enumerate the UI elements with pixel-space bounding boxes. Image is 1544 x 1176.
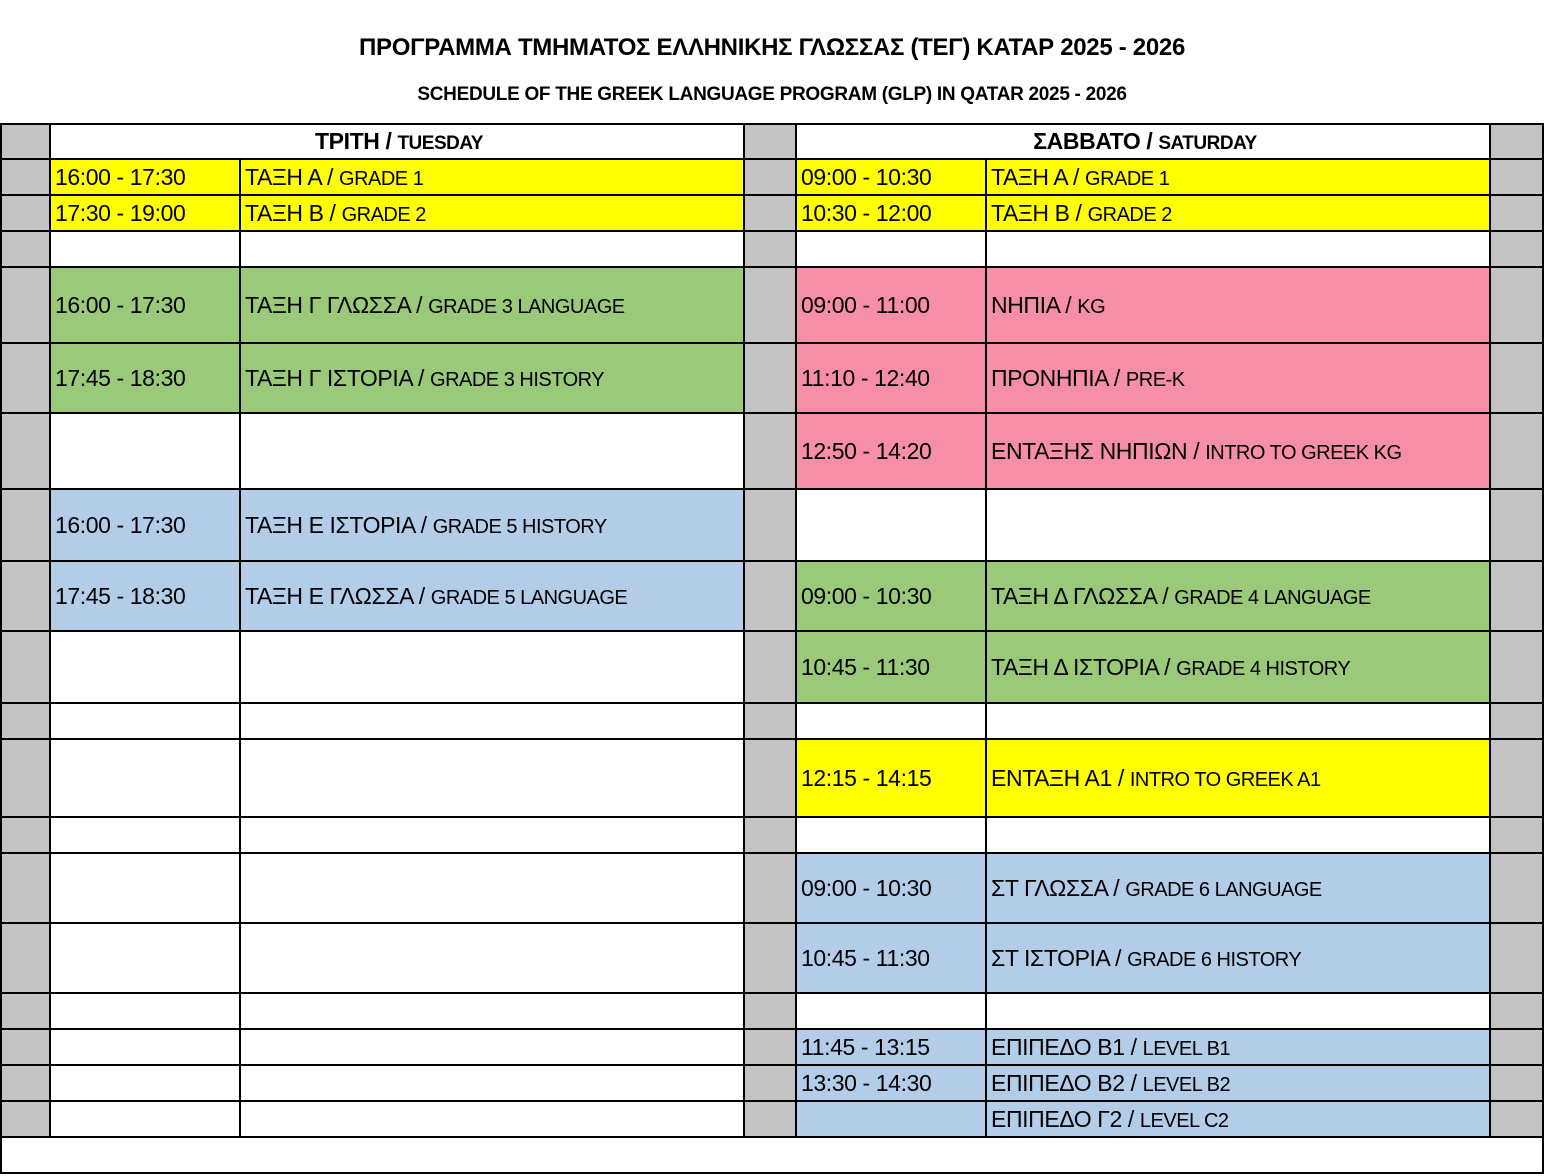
saturday-class-en: GRADE 6 LANGUAGE [1125,878,1322,901]
saturday-class-cell [986,631,1490,703]
saturday-time-cell [796,817,986,853]
tuesday-class-cell [240,413,744,489]
tuesday-time-cell [50,489,240,561]
saturday-time-cell [796,1065,986,1101]
tuesday-time-cell [50,631,240,703]
saturday-class-cell [986,413,1490,489]
saturday-class-cell [986,267,1490,343]
saturday-header-gr: ΣΑΒΒΑΤΟ / [1033,128,1153,154]
tuesday-class-cell [240,1029,744,1065]
saturday-time: 10:45 - 11:30 [801,653,930,680]
gray-spacer-cell [744,413,796,489]
saturday-header-en: SATURDAY [1158,133,1257,154]
gray-spacer-cell [1490,561,1543,631]
tuesday-time-cell [50,817,240,853]
page-subtitle: SCHEDULE OF THE GREEK LANGUAGE PROGRAM (GLP) IN QATAR 2025 - 2026 [417,84,1127,105]
gray-spacer-cell [1,489,50,561]
tuesday-class-cell [240,993,744,1029]
gray-spacer-cell [1,231,50,267]
gray-spacer-cell [744,1065,796,1101]
gray-spacer-cell [1,703,50,739]
saturday-time: 11:45 - 13:15 [801,1033,930,1060]
tuesday-class-cell [240,853,744,923]
tuesday-time: 17:30 - 19:00 [55,199,186,226]
saturday-class-en: GRADE 4 LANGUAGE [1174,586,1371,609]
saturday-class-gr: ΕΠΙΠΕΔΟ Γ2 / [991,1105,1134,1132]
tuesday-time-cell [50,561,240,631]
page-title: ΠΡΟΓΡΑΜΜΑ ΤΜΗΜΑΤΟΣ ΕΛΛΗΝΙΚΗΣ ΓΛΩΣΣΑΣ (ΤΕΓ) ΚΑΤΑΡ 2025 - 2026 [358,34,1186,61]
saturday-class-en: INTRO TO GREEK A1 [1129,768,1321,791]
saturday-class-en: INTRO TO GREEK KG [1205,441,1402,464]
saturday-time-cell [796,853,986,923]
saturday-time: 09:00 - 11:00 [801,291,930,318]
gray-spacer-cell [1,159,50,195]
saturday-time-cell [796,413,986,489]
tuesday-time-cell [50,343,240,413]
schedule-row [1,923,1543,993]
tuesday-time-cell [50,703,240,739]
saturday-class-cell [986,1065,1490,1101]
saturday-class-en: LEVEL B2 [1142,1073,1231,1096]
saturday-time-cell [796,561,986,631]
gray-spacer-cell [744,739,796,817]
saturday-class-cell [986,1029,1490,1065]
saturday-time-cell [796,1101,986,1137]
saturday-class-gr: ΣΤ ΙΣΤΟΡΙΑ / [991,944,1122,971]
gray-spacer-cell [744,817,796,853]
tuesday-class-en: GRADE 5 LANGUAGE [430,586,628,609]
tuesday-time-cell [50,413,240,489]
gray-spacer-cell [744,489,796,561]
schedule-row [1,159,1543,195]
saturday-class-cell [986,817,1490,853]
gray-spacer-cell [744,993,796,1029]
saturday-class-gr: ΠΡΟΝΗΠΙΑ / [991,364,1120,391]
footer-cell [1,1137,1543,1173]
gray-spacer-cell [744,124,796,159]
schedule-row [1,853,1543,923]
saturday-time: 12:15 - 14:15 [801,764,932,791]
saturday-time-cell [796,703,986,739]
gray-spacer-cell [744,195,796,231]
gray-spacer-cell [1,343,50,413]
saturday-class-en: GRADE 2 [1087,203,1172,226]
tuesday-class-cell [240,489,744,561]
tuesday-time-cell [50,1029,240,1065]
saturday-time-cell [796,195,986,231]
tuesday-time: 16:00 - 17:30 [55,291,186,318]
gray-spacer-cell [1,1029,50,1065]
saturday-class-gr: ΤΑΞΗ Α / [991,163,1080,190]
gray-spacer-cell [1490,817,1543,853]
schedule-row [1,817,1543,853]
tuesday-time: 16:00 - 17:30 [55,511,186,538]
saturday-class-cell [986,231,1490,267]
saturday-class-gr: ΤΑΞΗ Δ ΓΛΩΣΣΑ / [991,582,1169,609]
saturday-class-cell [986,739,1490,817]
tuesday-class-cell [240,1065,744,1101]
tuesday-class-cell [240,703,744,739]
tuesday-time-cell [50,923,240,993]
gray-spacer-cell [1490,923,1543,993]
saturday-class-cell [986,1101,1490,1137]
saturday-time-cell [796,343,986,413]
gray-spacer-cell [744,631,796,703]
schedule-row [1,993,1543,1029]
tuesday-class-en: GRADE 2 [341,203,426,226]
gray-spacer-cell [1,1101,50,1137]
schedule-row [1,231,1543,267]
gray-spacer-cell [1,195,50,231]
gray-spacer-cell [1,631,50,703]
tuesday-class-gr: ΤΑΞΗ Γ ΓΛΩΣΣΑ / [245,291,423,318]
saturday-class-gr: ΕΠΙΠΕΔΟ Β2 / [991,1069,1137,1096]
header-row [1,124,1543,159]
gray-spacer-cell [744,853,796,923]
tuesday-class-en: GRADE 3 LANGUAGE [428,295,625,318]
gray-spacer-cell [744,1101,796,1137]
saturday-class-cell [986,993,1490,1029]
saturday-time: 09:00 - 10:30 [801,163,932,190]
saturday-class-cell [986,159,1490,195]
tuesday-time-cell [50,993,240,1029]
tuesday-class-gr: ΤΑΞΗ Α / [245,163,334,190]
gray-spacer-cell [1490,739,1543,817]
tuesday-class-cell [240,817,744,853]
schedule-row [1,561,1543,631]
gray-spacer-cell [1490,489,1543,561]
saturday-time: 10:45 - 11:30 [801,944,930,971]
saturday-time: 12:50 - 14:20 [801,437,932,464]
schedule-row [1,1065,1543,1101]
footer-row [1,1137,1543,1173]
gray-spacer-cell [1,413,50,489]
tuesday-class-cell [240,267,744,343]
gray-spacer-cell [1490,1029,1543,1065]
saturday-class-cell [986,853,1490,923]
gray-spacer-cell [1490,159,1543,195]
tuesday-class-gr: ΤΑΞΗ Β / [245,199,336,226]
saturday-time-cell [796,489,986,561]
saturday-class-gr: ΕΝΤΑΞΗ Α1 / [991,764,1124,791]
gray-spacer-cell [1490,413,1543,489]
gray-spacer-cell [1,739,50,817]
gray-spacer-cell [1,853,50,923]
saturday-class-gr: ΕΝΤΑΞΗΣ ΝΗΠΙΩΝ / [991,437,1200,464]
gray-spacer-cell [1,267,50,343]
gray-spacer-cell [744,343,796,413]
gray-spacer-cell [1490,124,1543,159]
schedule-row [1,267,1543,343]
saturday-time: 11:10 - 12:40 [801,364,930,391]
gray-spacer-cell [744,267,796,343]
saturday-class-gr: ΝΗΠΙΑ / [991,291,1072,318]
gray-spacer-cell [744,1029,796,1065]
gray-spacer-cell [744,923,796,993]
tuesday-time: 17:45 - 18:30 [55,582,186,609]
tuesday-class-gr: ΤΑΞΗ Ε ΓΛΩΣΣΑ / [245,582,425,609]
saturday-time-cell [796,993,986,1029]
tuesday-class-cell [240,159,744,195]
schedule-row [1,413,1543,489]
tuesday-class-gr: ΤΑΞΗ Γ ΙΣΤΟΡΙΑ / [245,364,425,391]
tuesday-time-cell [50,231,240,267]
saturday-time-cell [796,159,986,195]
tuesday-class-cell [240,739,744,817]
gray-spacer-cell [744,561,796,631]
saturday-class-cell [986,703,1490,739]
gray-spacer-cell [1490,1101,1543,1137]
saturday-time: 09:00 - 10:30 [801,582,932,609]
saturday-class-en: GRADE 6 HISTORY [1127,948,1302,971]
gray-spacer-cell [1490,267,1543,343]
saturday-class-en: LEVEL B1 [1142,1037,1231,1060]
tuesday-class-en: GRADE 1 [339,167,424,190]
gray-spacer-cell [1490,343,1543,413]
tuesday-header-en: TUESDAY [397,133,483,154]
gray-spacer-cell [1490,631,1543,703]
saturday-class-gr: ΤΑΞΗ Β / [991,199,1082,226]
schedule-row [1,343,1543,413]
saturday-time-cell [796,267,986,343]
saturday-time: 09:00 - 10:30 [801,874,932,901]
saturday-class-cell [986,923,1490,993]
tuesday-time-cell [50,1101,240,1137]
tuesday-class-cell [240,1101,744,1137]
saturday-class-en: KG [1077,295,1106,318]
saturday-class-cell [986,489,1490,561]
tuesday-time-cell [50,195,240,231]
tuesday-time: 17:45 - 18:30 [55,364,186,391]
tuesday-class-cell [240,343,744,413]
tuesday-class-cell [240,561,744,631]
schedule-row [1,1029,1543,1065]
gray-spacer-cell [1,124,50,159]
gray-spacer-cell [744,159,796,195]
gray-spacer-cell [1490,231,1543,267]
gray-spacer-cell [1,923,50,993]
saturday-time-cell [796,231,986,267]
gray-spacer-cell [1,993,50,1029]
gray-spacer-cell [1490,1065,1543,1101]
saturday-class-en: LEVEL C2 [1139,1109,1229,1132]
tuesday-time-cell [50,159,240,195]
gray-spacer-cell [1490,703,1543,739]
tuesday-time: 16:00 - 17:30 [55,163,186,190]
saturday-class-en: GRADE 1 [1085,167,1170,190]
schedule-row [1,195,1543,231]
tuesday-class-cell [240,231,744,267]
tuesday-time-cell [50,1065,240,1101]
saturday-header [796,124,1490,159]
gray-spacer-cell [744,231,796,267]
tuesday-header [50,124,744,159]
saturday-time: 13:30 - 14:30 [801,1069,932,1096]
saturday-class-gr: ΕΠΙΠΕΔΟ Β1 / [991,1033,1137,1060]
tuesday-class-cell [240,923,744,993]
schedule-row [1,489,1543,561]
tuesday-class-en: GRADE 3 HISTORY [430,368,605,391]
gray-spacer-cell [1,561,50,631]
saturday-class-cell [986,195,1490,231]
saturday-class-cell [986,561,1490,631]
tuesday-class-cell [240,195,744,231]
tuesday-class-cell [240,631,744,703]
saturday-class-cell [986,343,1490,413]
tuesday-time-cell [50,853,240,923]
saturday-time-cell [796,1029,986,1065]
saturday-time-cell [796,923,986,993]
tuesday-class-en: GRADE 5 HISTORY [432,515,607,538]
gray-spacer-cell [1490,195,1543,231]
gray-spacer-cell [744,703,796,739]
saturday-class-en: GRADE 4 HISTORY [1176,657,1351,680]
saturday-class-gr: ΣΤ ΓΛΩΣΣΑ / [991,874,1120,901]
schedule-row [1,739,1543,817]
schedule-row [1,631,1543,703]
schedule-row [1,703,1543,739]
gray-spacer-cell [1,1065,50,1101]
tuesday-time-cell [50,267,240,343]
tuesday-header-gr: ΤΡΙΤΗ / [315,128,392,154]
gray-spacer-cell [1490,993,1543,1029]
saturday-class-gr: ΤΑΞΗ Δ ΙΣΤΟΡΙΑ / [991,653,1171,680]
gray-spacer-cell [1490,853,1543,923]
schedule-table [0,123,1544,1174]
gray-spacer-cell [1,817,50,853]
tuesday-class-gr: ΤΑΞΗ Ε ΙΣΤΟΡΙΑ / [245,511,427,538]
saturday-time: 10:30 - 12:00 [801,199,932,226]
schedule-row [1,1101,1543,1137]
tuesday-time-cell [50,739,240,817]
saturday-class-en: PRE-K [1125,368,1185,391]
saturday-time-cell [796,631,986,703]
saturday-time-cell [796,739,986,817]
